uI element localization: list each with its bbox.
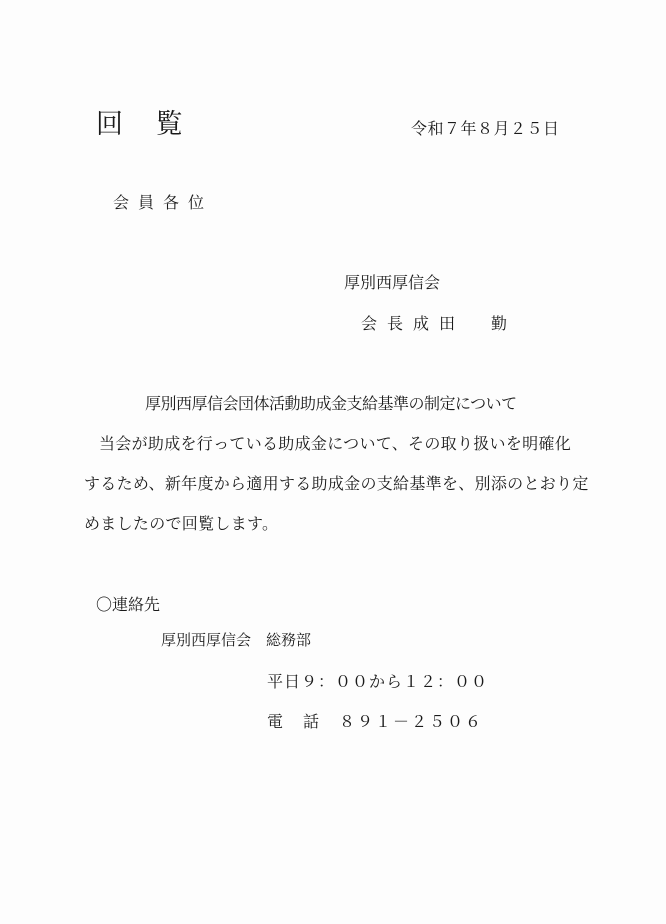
document-date: 令和７年８月２５日 (411, 119, 560, 138)
document-title: 回 覧 (96, 109, 195, 140)
contact-phone: 電 話 ８９１－２５０６ (267, 712, 484, 731)
contact-heading: 〇連絡先 (96, 595, 161, 614)
addressee: 会員各位 (113, 193, 214, 212)
contact-hours: 平日９：００から１２：００ (267, 672, 489, 691)
sender-name: 会長成田 勤 (361, 314, 518, 333)
body-line: めましたので回覧します。 (84, 514, 279, 533)
body-line: 当会が助成を行っている助成金について、その取り扱いを明確化 (99, 434, 572, 453)
subject-line: 厚別西厚信会団体活動助成金支給基準の制定について (145, 394, 517, 413)
contact-organization: 厚別西厚信会 総務部 (161, 631, 312, 649)
sender-organization: 厚別西厚信会 (344, 273, 441, 292)
body-line: するため、新年度から適用する助成金の支給基準を、別添のとおり定 (84, 474, 589, 493)
